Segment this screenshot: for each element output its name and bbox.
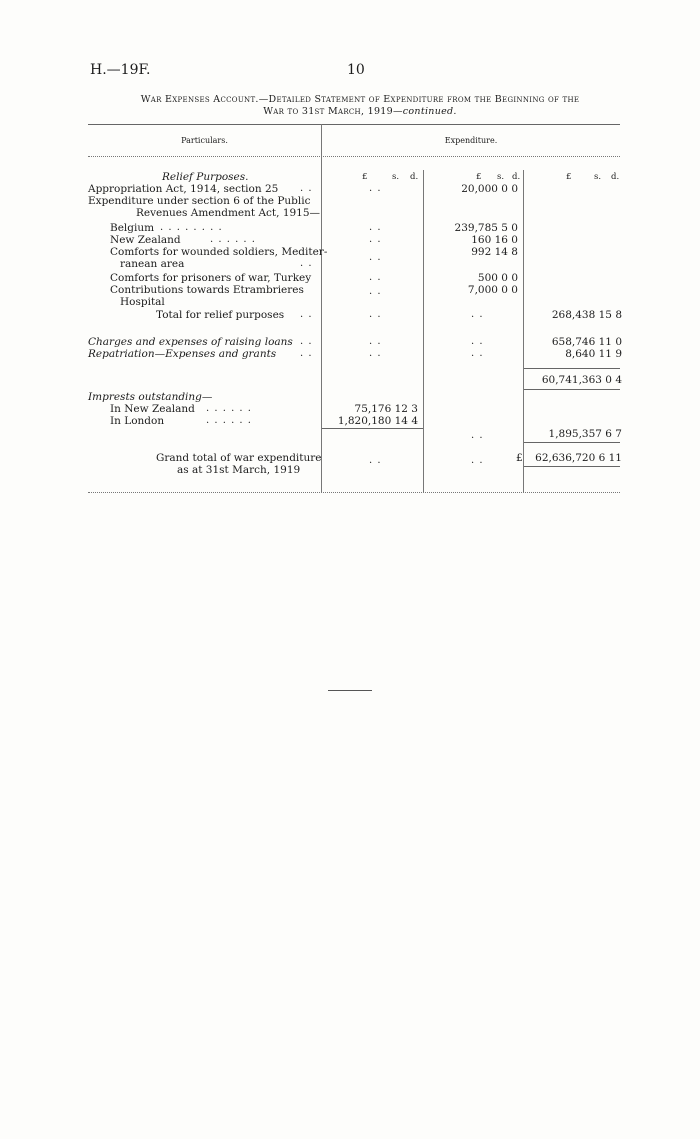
column-divider-1 bbox=[423, 170, 424, 492]
currency-pence-col2: d. bbox=[512, 172, 521, 182]
table-top-rule bbox=[88, 124, 620, 125]
leader-new-zealand: . . . . . . bbox=[210, 234, 256, 245]
leader-appropriation: . . bbox=[300, 183, 313, 194]
line-appropriation: Appropriation Act, 1914, section 25 bbox=[88, 183, 279, 195]
line-in-london: In London bbox=[110, 415, 165, 427]
currency-pound-col1: £ bbox=[362, 172, 368, 182]
col2-leader-grand-total: . . bbox=[471, 455, 484, 466]
amount-total-relief: 268,438 15 8 bbox=[551, 309, 622, 321]
currency-shilling-col1: s. bbox=[392, 172, 400, 182]
table-bottom-rule bbox=[88, 492, 620, 493]
leader-charges: . . bbox=[300, 336, 313, 347]
amount-imprests-total: 1,895,357 6 7 bbox=[548, 428, 622, 440]
line-in-new-zealand: In New Zealand bbox=[110, 403, 195, 415]
column-header-particulars: Particulars. bbox=[181, 136, 228, 145]
amount-grand-total: 62,636,720 6 11 bbox=[535, 452, 622, 464]
col1-leader-comforts-wounded: . . bbox=[369, 252, 382, 263]
column-divider-particulars bbox=[321, 124, 322, 492]
amount-charges: 658,746 11 0 bbox=[551, 336, 622, 348]
statement-title-line-2 bbox=[80, 106, 640, 118]
line-grand-total-2: as at 31st March, 1919 bbox=[177, 464, 301, 476]
amount-subtotal: 60,741,363 0 4 bbox=[541, 374, 622, 386]
col2-leader-imprests-total: . . bbox=[471, 430, 484, 441]
imprests-total-rule bbox=[524, 442, 620, 443]
col1-leader-contributions: . . bbox=[369, 286, 382, 297]
amount-contributions: 7,000 0 0 bbox=[467, 284, 518, 296]
line-comforts-prisoners: Comforts for prisoners of war, Turkey bbox=[110, 272, 312, 284]
currency-pence-col1: d. bbox=[410, 172, 419, 182]
currency-pound-col3: £ bbox=[566, 172, 572, 182]
end-ornament-rule bbox=[328, 690, 372, 691]
col2-leader-charges: . . bbox=[471, 336, 484, 347]
currency-pound-col2: £ bbox=[476, 172, 482, 182]
statement-title-line-1: War Expenses Account.—Detailed Statement of Expenditure from the Beginning of the bbox=[140, 94, 580, 105]
col1-leader-comforts-prisoners: . . bbox=[369, 272, 382, 283]
currency-shilling-col3: s. bbox=[594, 172, 602, 182]
currency-pence-col3: d. bbox=[611, 172, 620, 182]
col1-leader-belgium: . . bbox=[369, 222, 382, 233]
line-comforts-wounded-1: Comforts for wounded soldiers, Mediter- bbox=[110, 246, 328, 258]
grand-total-pound-sign: £ bbox=[516, 452, 523, 464]
line-grand-total-1: Grand total of war expenditure bbox=[156, 452, 322, 464]
line-comforts-wounded-2: ranean area bbox=[120, 258, 185, 270]
section-heading-relief: Relief Purposes. bbox=[162, 171, 249, 183]
leader-repatriation: . . bbox=[300, 348, 313, 359]
line-new-zealand: New Zealand bbox=[110, 234, 181, 246]
col1-leader-new-zealand: . . bbox=[369, 234, 382, 245]
column-divider-2 bbox=[523, 170, 524, 492]
amount-comforts-prisoners: 500 0 0 bbox=[477, 272, 518, 284]
leader-in-new-zealand: . . . . . . bbox=[206, 403, 252, 414]
amount-belgium: 239,785 5 0 bbox=[454, 222, 518, 234]
page-code: H.—19F. bbox=[90, 62, 151, 78]
line-expenditure-under-2: Revenues Amendment Act, 1915— bbox=[136, 207, 321, 219]
col1-leader-repatriation: . . bbox=[369, 348, 382, 359]
line-contributions-2: Hospital bbox=[120, 296, 165, 308]
line-belgium: Belgium bbox=[110, 222, 155, 234]
leader-belgium: . . . . . . . . bbox=[160, 222, 223, 233]
subtotal-rule-top bbox=[524, 368, 620, 369]
leader-comforts-wounded: . . bbox=[300, 258, 313, 269]
col1-leader-charges: . . bbox=[369, 336, 382, 347]
col1-leader-appropriation: . . bbox=[369, 183, 382, 194]
grand-total-rule bbox=[524, 466, 620, 467]
currency-shilling-col2: s. bbox=[497, 172, 505, 182]
page-number: 10 bbox=[347, 62, 365, 78]
amount-appropriation: 20,000 0 0 bbox=[461, 183, 518, 195]
subtotal-rule-bottom bbox=[524, 389, 620, 390]
line-expenditure-under-1: Expenditure under section 6 of the Public bbox=[88, 195, 311, 207]
statement-title-date: War to 31st March, 1919— bbox=[263, 106, 403, 117]
col1-leader-total-relief: . . bbox=[369, 309, 382, 320]
line-repatriation: Repatriation—Expenses and grants bbox=[88, 348, 277, 360]
leader-in-london: . . . . . . bbox=[206, 415, 252, 426]
amount-repatriation: 8,640 11 9 bbox=[565, 348, 622, 360]
amount-comforts-wounded: 992 14 8 bbox=[471, 246, 518, 258]
table-header-rule bbox=[88, 156, 620, 157]
line-total-relief: Total for relief purposes bbox=[156, 309, 285, 321]
amount-in-new-zealand: 75,176 12 3 bbox=[354, 403, 418, 415]
imprests-rule bbox=[322, 428, 423, 429]
amount-in-london: 1,820,180 14 4 bbox=[337, 415, 418, 427]
leader-total-relief: . . bbox=[300, 309, 313, 320]
col2-leader-total-relief: . . bbox=[471, 309, 484, 320]
amount-new-zealand: 160 16 0 bbox=[471, 234, 518, 246]
statement-title-continued: continued. bbox=[402, 106, 457, 117]
line-charges: Charges and expenses of raising loans bbox=[88, 336, 293, 348]
col1-leader-grand-total: . . bbox=[369, 455, 382, 466]
line-imprests: Imprests outstanding— bbox=[88, 391, 213, 403]
col2-leader-repatriation: . . bbox=[471, 348, 484, 359]
line-contributions-1: Contributions towards Etrambrieres bbox=[110, 284, 304, 296]
column-header-expenditure: Expenditure. bbox=[444, 136, 498, 145]
